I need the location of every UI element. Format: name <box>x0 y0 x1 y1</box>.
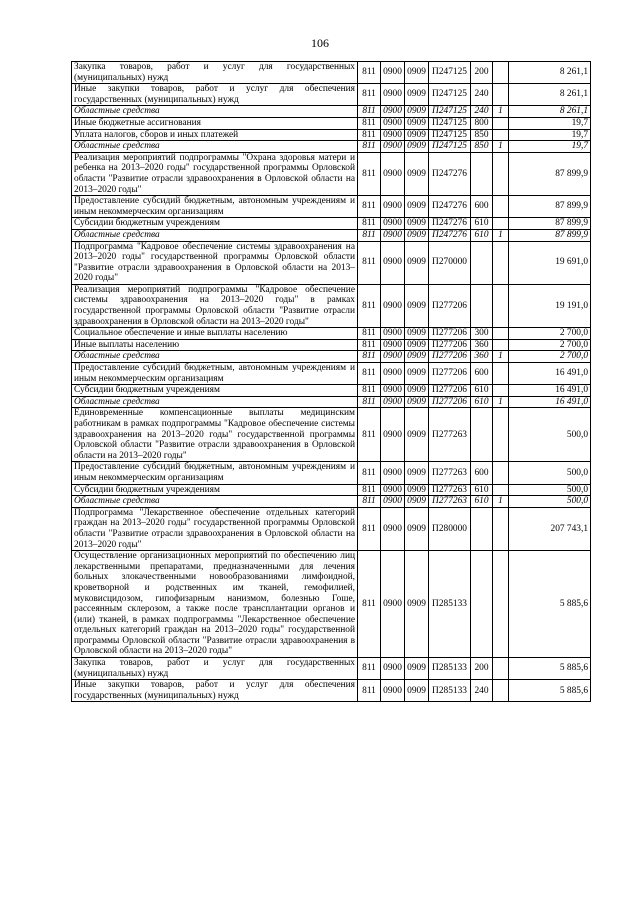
target-article: П247276 <box>429 218 471 230</box>
row-name: Социальное обеспечение и иные выплаты населению <box>72 328 358 340</box>
expense-type: 610 <box>471 385 493 397</box>
funding-source: 1 <box>493 229 509 241</box>
section-code: 0900 <box>381 484 405 496</box>
expense-type <box>471 551 493 658</box>
target-article: П247125 <box>429 141 471 153</box>
ministry-code: 811 <box>358 351 381 363</box>
target-article: П285133 <box>429 658 471 680</box>
ministry-code: 811 <box>358 328 381 340</box>
subsection-code: 0909 <box>405 218 429 230</box>
amount: 207 743,1 <box>509 507 591 550</box>
ministry-code: 811 <box>358 507 381 550</box>
subsection-code: 0909 <box>405 658 429 680</box>
expense-type: 610 <box>471 496 493 508</box>
expense-type <box>471 152 493 195</box>
subsection-code: 0909 <box>405 484 429 496</box>
amount: 500,0 <box>509 484 591 496</box>
amount: 8 261,1 <box>509 106 591 118</box>
expense-type <box>471 507 493 550</box>
target-article: П247276 <box>429 152 471 195</box>
expense-type <box>471 241 493 284</box>
amount: 2 700,0 <box>509 328 591 340</box>
expense-type: 610 <box>471 229 493 241</box>
row-name: Реализация мероприятий подпрограммы "Охрана здоровья матери и ребенка на 2013–2020 годы" государственной программы Орловской области "Развитие отрасли здравоохранения в Орловской области на 2013–2020 годы" <box>72 152 358 195</box>
table-row <box>72 328 591 340</box>
expense-type: 600 <box>471 363 493 385</box>
funding-source: 1 <box>493 141 509 153</box>
ministry-code: 811 <box>358 284 381 327</box>
subsection-code: 0909 <box>405 363 429 385</box>
section-code: 0900 <box>381 117 405 129</box>
row-name: Предоставление субсидий бюджетным, автономным учреждениям и иным некоммерческим организациям <box>72 363 358 385</box>
row-name: Областные средства <box>72 141 358 153</box>
section-code: 0900 <box>381 658 405 680</box>
target-article: П247125 <box>429 129 471 141</box>
target-article: П247276 <box>429 196 471 218</box>
funding-source <box>493 241 509 284</box>
target-article: П270000 <box>429 241 471 284</box>
expense-type: 850 <box>471 129 493 141</box>
funding-source: 1 <box>493 396 509 408</box>
table-row <box>72 484 591 496</box>
amount: 87 899,9 <box>509 152 591 195</box>
table-row <box>72 284 591 327</box>
amount: 19,7 <box>509 141 591 153</box>
table-row <box>72 396 591 408</box>
amount: 16 491,0 <box>509 363 591 385</box>
funding-source <box>493 408 509 462</box>
ministry-code: 811 <box>358 229 381 241</box>
target-article: П277263 <box>429 408 471 462</box>
section-code: 0900 <box>381 328 405 340</box>
subsection-code: 0909 <box>405 152 429 195</box>
budget-table <box>71 61 591 702</box>
section-code: 0900 <box>381 284 405 327</box>
subsection-code: 0909 <box>405 241 429 284</box>
amount: 19,7 <box>509 117 591 129</box>
section-code: 0900 <box>381 141 405 153</box>
subsection-code: 0909 <box>405 328 429 340</box>
target-article: П277206 <box>429 385 471 397</box>
row-name: Единовременные компенсационные выплаты медицинским работникам в рамках подпрограммы "Кадровое обеспечение системы здравоохранения на 2013–2020 годы" государственной программы Орловской области "Развитие отрасли здравоохранения в Орловской области на 2013–2020 годы" <box>72 408 358 462</box>
ministry-code: 811 <box>358 241 381 284</box>
row-name: Иные закупки товаров, работ и услуг для обеспечения государственных (муниципальных) нужд <box>72 84 358 106</box>
section-code: 0900 <box>381 396 405 408</box>
subsection-code: 0909 <box>405 129 429 141</box>
amount: 5 885,6 <box>509 680 591 702</box>
target-article: П247125 <box>429 117 471 129</box>
funding-source <box>493 117 509 129</box>
ministry-code: 811 <box>358 84 381 106</box>
subsection-code: 0909 <box>405 196 429 218</box>
section-code: 0900 <box>381 241 405 284</box>
target-article: П277263 <box>429 462 471 484</box>
subsection-code: 0909 <box>405 62 429 84</box>
row-name: Иные закупки товаров, работ и услуг для обеспечения государственных (муниципальных) нужд <box>72 680 358 702</box>
subsection-code: 0909 <box>405 141 429 153</box>
row-name: Подпрограмма "Кадровое обеспечение системы здравоохранения на 2013–2020 годы" государственной программы Орловской области "Развитие отрасли здравоохранения в Орловской области на 2013–2020 годы" <box>72 241 358 284</box>
target-article: П277206 <box>429 396 471 408</box>
subsection-code: 0909 <box>405 385 429 397</box>
expense-type: 300 <box>471 328 493 340</box>
expense-type: 200 <box>471 62 493 84</box>
subsection-code: 0909 <box>405 229 429 241</box>
row-name: Областные средства <box>72 351 358 363</box>
amount: 500,0 <box>509 462 591 484</box>
row-name: Субсидии бюджетным учреждениям <box>72 484 358 496</box>
row-name: Реализация мероприятий подпрограммы "Кадровое обеспечение системы здравоохранения на 2013–2020 годы" в рамках государственной программы Орловской области "Развитие отрасли здравоохранения в Орловской области на 2013–2020 годы" <box>72 284 358 327</box>
funding-source <box>493 84 509 106</box>
row-name: Областные средства <box>72 106 358 118</box>
funding-source <box>493 284 509 327</box>
row-name: Областные средства <box>72 229 358 241</box>
table-row <box>72 218 591 230</box>
row-name: Закупка товаров, работ и услуг для государственных (муниципальных) нужд <box>72 658 358 680</box>
table-row <box>72 351 591 363</box>
section-code: 0900 <box>381 351 405 363</box>
table-row <box>72 385 591 397</box>
target-article: П247276 <box>429 229 471 241</box>
table-row <box>72 229 591 241</box>
funding-source <box>493 152 509 195</box>
section-code: 0900 <box>381 196 405 218</box>
funding-source <box>493 680 509 702</box>
ministry-code: 811 <box>358 152 381 195</box>
table-row <box>72 408 591 462</box>
ministry-code: 811 <box>358 408 381 462</box>
amount: 2 700,0 <box>509 339 591 351</box>
ministry-code: 811 <box>358 484 381 496</box>
section-code: 0900 <box>381 462 405 484</box>
ministry-code: 811 <box>358 551 381 658</box>
ministry-code: 811 <box>358 141 381 153</box>
subsection-code: 0909 <box>405 84 429 106</box>
row-name: Областные средства <box>72 496 358 508</box>
expense-type <box>471 408 493 462</box>
subsection-code: 0909 <box>405 408 429 462</box>
expense-type: 600 <box>471 196 493 218</box>
ministry-code: 811 <box>358 363 381 385</box>
table-row <box>72 680 591 702</box>
target-article: П285133 <box>429 551 471 658</box>
target-article: П277206 <box>429 363 471 385</box>
expense-type: 610 <box>471 218 493 230</box>
amount: 500,0 <box>509 496 591 508</box>
table-row <box>72 241 591 284</box>
section-code: 0900 <box>381 129 405 141</box>
funding-source <box>493 462 509 484</box>
amount: 5 885,6 <box>509 658 591 680</box>
subsection-code: 0909 <box>405 284 429 327</box>
target-article: П277206 <box>429 284 471 327</box>
amount: 87 899,9 <box>509 229 591 241</box>
section-code: 0900 <box>381 363 405 385</box>
section-code: 0900 <box>381 496 405 508</box>
funding-source <box>493 658 509 680</box>
row-name: Осуществление организационных мероприятий по обеспечению лиц лекарственными препаратами, предназначенными для лечения больных злокачественными новообразованиями лимфоидной, кроветворной и родственных им тканей, гемофилией, муковисцидозом, гипофизарным нанизмом, болезнью Гоше, рассеянным склерозом, а также после трансплантации органов и (или) тканей, в рамках подпрограммы "Лекарственное обеспечение отдельных категорий граждан на 2013–2020 годы" государственной программы Орловской области "Развитие отрасли здравоохранения в Орловской области на 2013–2020 годы" <box>72 551 358 658</box>
row-name: Субсидии бюджетным учреждениям <box>72 385 358 397</box>
table-row <box>72 339 591 351</box>
target-article: П277206 <box>429 328 471 340</box>
funding-source <box>493 385 509 397</box>
ministry-code: 811 <box>358 462 381 484</box>
expense-type: 610 <box>471 396 493 408</box>
funding-source <box>493 218 509 230</box>
table-row <box>72 658 591 680</box>
subsection-code: 0909 <box>405 496 429 508</box>
amount: 16 491,0 <box>509 396 591 408</box>
amount: 5 885,6 <box>509 551 591 658</box>
amount: 87 899,9 <box>509 196 591 218</box>
subsection-code: 0909 <box>405 106 429 118</box>
ministry-code: 811 <box>358 218 381 230</box>
table-row <box>72 152 591 195</box>
section-code: 0900 <box>381 680 405 702</box>
funding-source: 1 <box>493 106 509 118</box>
amount: 19 191,0 <box>509 284 591 327</box>
amount: 500,0 <box>509 408 591 462</box>
expense-type: 360 <box>471 339 493 351</box>
amount: 87 899,9 <box>509 218 591 230</box>
section-code: 0900 <box>381 339 405 351</box>
amount: 19,7 <box>509 129 591 141</box>
target-article: П277206 <box>429 339 471 351</box>
row-name: Областные средства <box>72 396 358 408</box>
ministry-code: 811 <box>358 658 381 680</box>
target-article: П277263 <box>429 496 471 508</box>
funding-source <box>493 363 509 385</box>
subsection-code: 0909 <box>405 462 429 484</box>
subsection-code: 0909 <box>405 351 429 363</box>
expense-type <box>471 284 493 327</box>
funding-source: 1 <box>493 496 509 508</box>
table-row <box>72 551 591 658</box>
funding-source <box>493 484 509 496</box>
amount: 8 261,1 <box>509 62 591 84</box>
ministry-code: 811 <box>358 339 381 351</box>
ministry-code: 811 <box>358 496 381 508</box>
row-name: Иные выплаты населению <box>72 339 358 351</box>
ministry-code: 811 <box>358 129 381 141</box>
funding-source <box>493 551 509 658</box>
target-article: П280000 <box>429 507 471 550</box>
table-row <box>72 129 591 141</box>
expense-type: 610 <box>471 484 493 496</box>
expense-type: 850 <box>471 141 493 153</box>
section-code: 0900 <box>381 106 405 118</box>
target-article: П247125 <box>429 106 471 118</box>
section-code: 0900 <box>381 551 405 658</box>
expense-type: 200 <box>471 658 493 680</box>
table-row <box>72 507 591 550</box>
funding-source <box>493 62 509 84</box>
ministry-code: 811 <box>358 680 381 702</box>
funding-source <box>493 339 509 351</box>
amount: 2 700,0 <box>509 351 591 363</box>
row-name: Закупка товаров, работ и услуг для государственных (муниципальных) нужд <box>72 62 358 84</box>
ministry-code: 811 <box>358 385 381 397</box>
funding-source <box>493 328 509 340</box>
funding-source <box>493 129 509 141</box>
subsection-code: 0909 <box>405 507 429 550</box>
table-row <box>72 62 591 84</box>
ministry-code: 811 <box>358 196 381 218</box>
funding-source <box>493 507 509 550</box>
expense-type: 600 <box>471 462 493 484</box>
row-name: Предоставление субсидий бюджетным, автономным учреждениям и иным некоммерческим организациям <box>72 196 358 218</box>
expense-type: 360 <box>471 351 493 363</box>
row-name: Иные бюджетные ассигнования <box>72 117 358 129</box>
section-code: 0900 <box>381 229 405 241</box>
expense-type: 800 <box>471 117 493 129</box>
section-code: 0900 <box>381 62 405 84</box>
row-name: Субсидии бюджетным учреждениям <box>72 218 358 230</box>
amount: 8 261,1 <box>509 84 591 106</box>
target-article: П285133 <box>429 680 471 702</box>
section-code: 0900 <box>381 218 405 230</box>
table-row <box>72 141 591 153</box>
table-row <box>72 84 591 106</box>
page-number: 106 <box>311 36 329 50</box>
subsection-code: 0909 <box>405 551 429 658</box>
subsection-code: 0909 <box>405 339 429 351</box>
row-name: Предоставление субсидий бюджетным, автономным учреждениям и иным некоммерческим организациям <box>72 462 358 484</box>
target-article: П277206 <box>429 351 471 363</box>
funding-source: 1 <box>493 351 509 363</box>
subsection-code: 0909 <box>405 396 429 408</box>
table-row <box>72 462 591 484</box>
target-article: П277263 <box>429 484 471 496</box>
section-code: 0900 <box>381 408 405 462</box>
subsection-code: 0909 <box>405 680 429 702</box>
subsection-code: 0909 <box>405 117 429 129</box>
section-code: 0900 <box>381 385 405 397</box>
section-code: 0900 <box>381 507 405 550</box>
expense-type: 240 <box>471 84 493 106</box>
table-row <box>72 363 591 385</box>
table-row <box>72 196 591 218</box>
table-row <box>72 117 591 129</box>
section-code: 0900 <box>381 152 405 195</box>
row-name: Уплата налогов, сборов и иных платежей <box>72 129 358 141</box>
row-name: Подпрограмма "Лекарственное обеспечение отдельных категорий граждан на 2013–2020 годы" государственной программы Орловской области "Развитие отрасли здравоохранения в Орловской области на 2013–2020 годы" <box>72 507 358 550</box>
funding-source <box>493 196 509 218</box>
ministry-code: 811 <box>358 396 381 408</box>
ministry-code: 811 <box>358 117 381 129</box>
expense-type: 240 <box>471 106 493 118</box>
ministry-code: 811 <box>358 106 381 118</box>
ministry-code: 811 <box>358 62 381 84</box>
amount: 16 491,0 <box>509 385 591 397</box>
section-code: 0900 <box>381 84 405 106</box>
table-row <box>72 106 591 118</box>
table-row <box>72 496 591 508</box>
amount: 19 691,0 <box>509 241 591 284</box>
target-article: П247125 <box>429 84 471 106</box>
target-article: П247125 <box>429 62 471 84</box>
expense-type: 240 <box>471 680 493 702</box>
